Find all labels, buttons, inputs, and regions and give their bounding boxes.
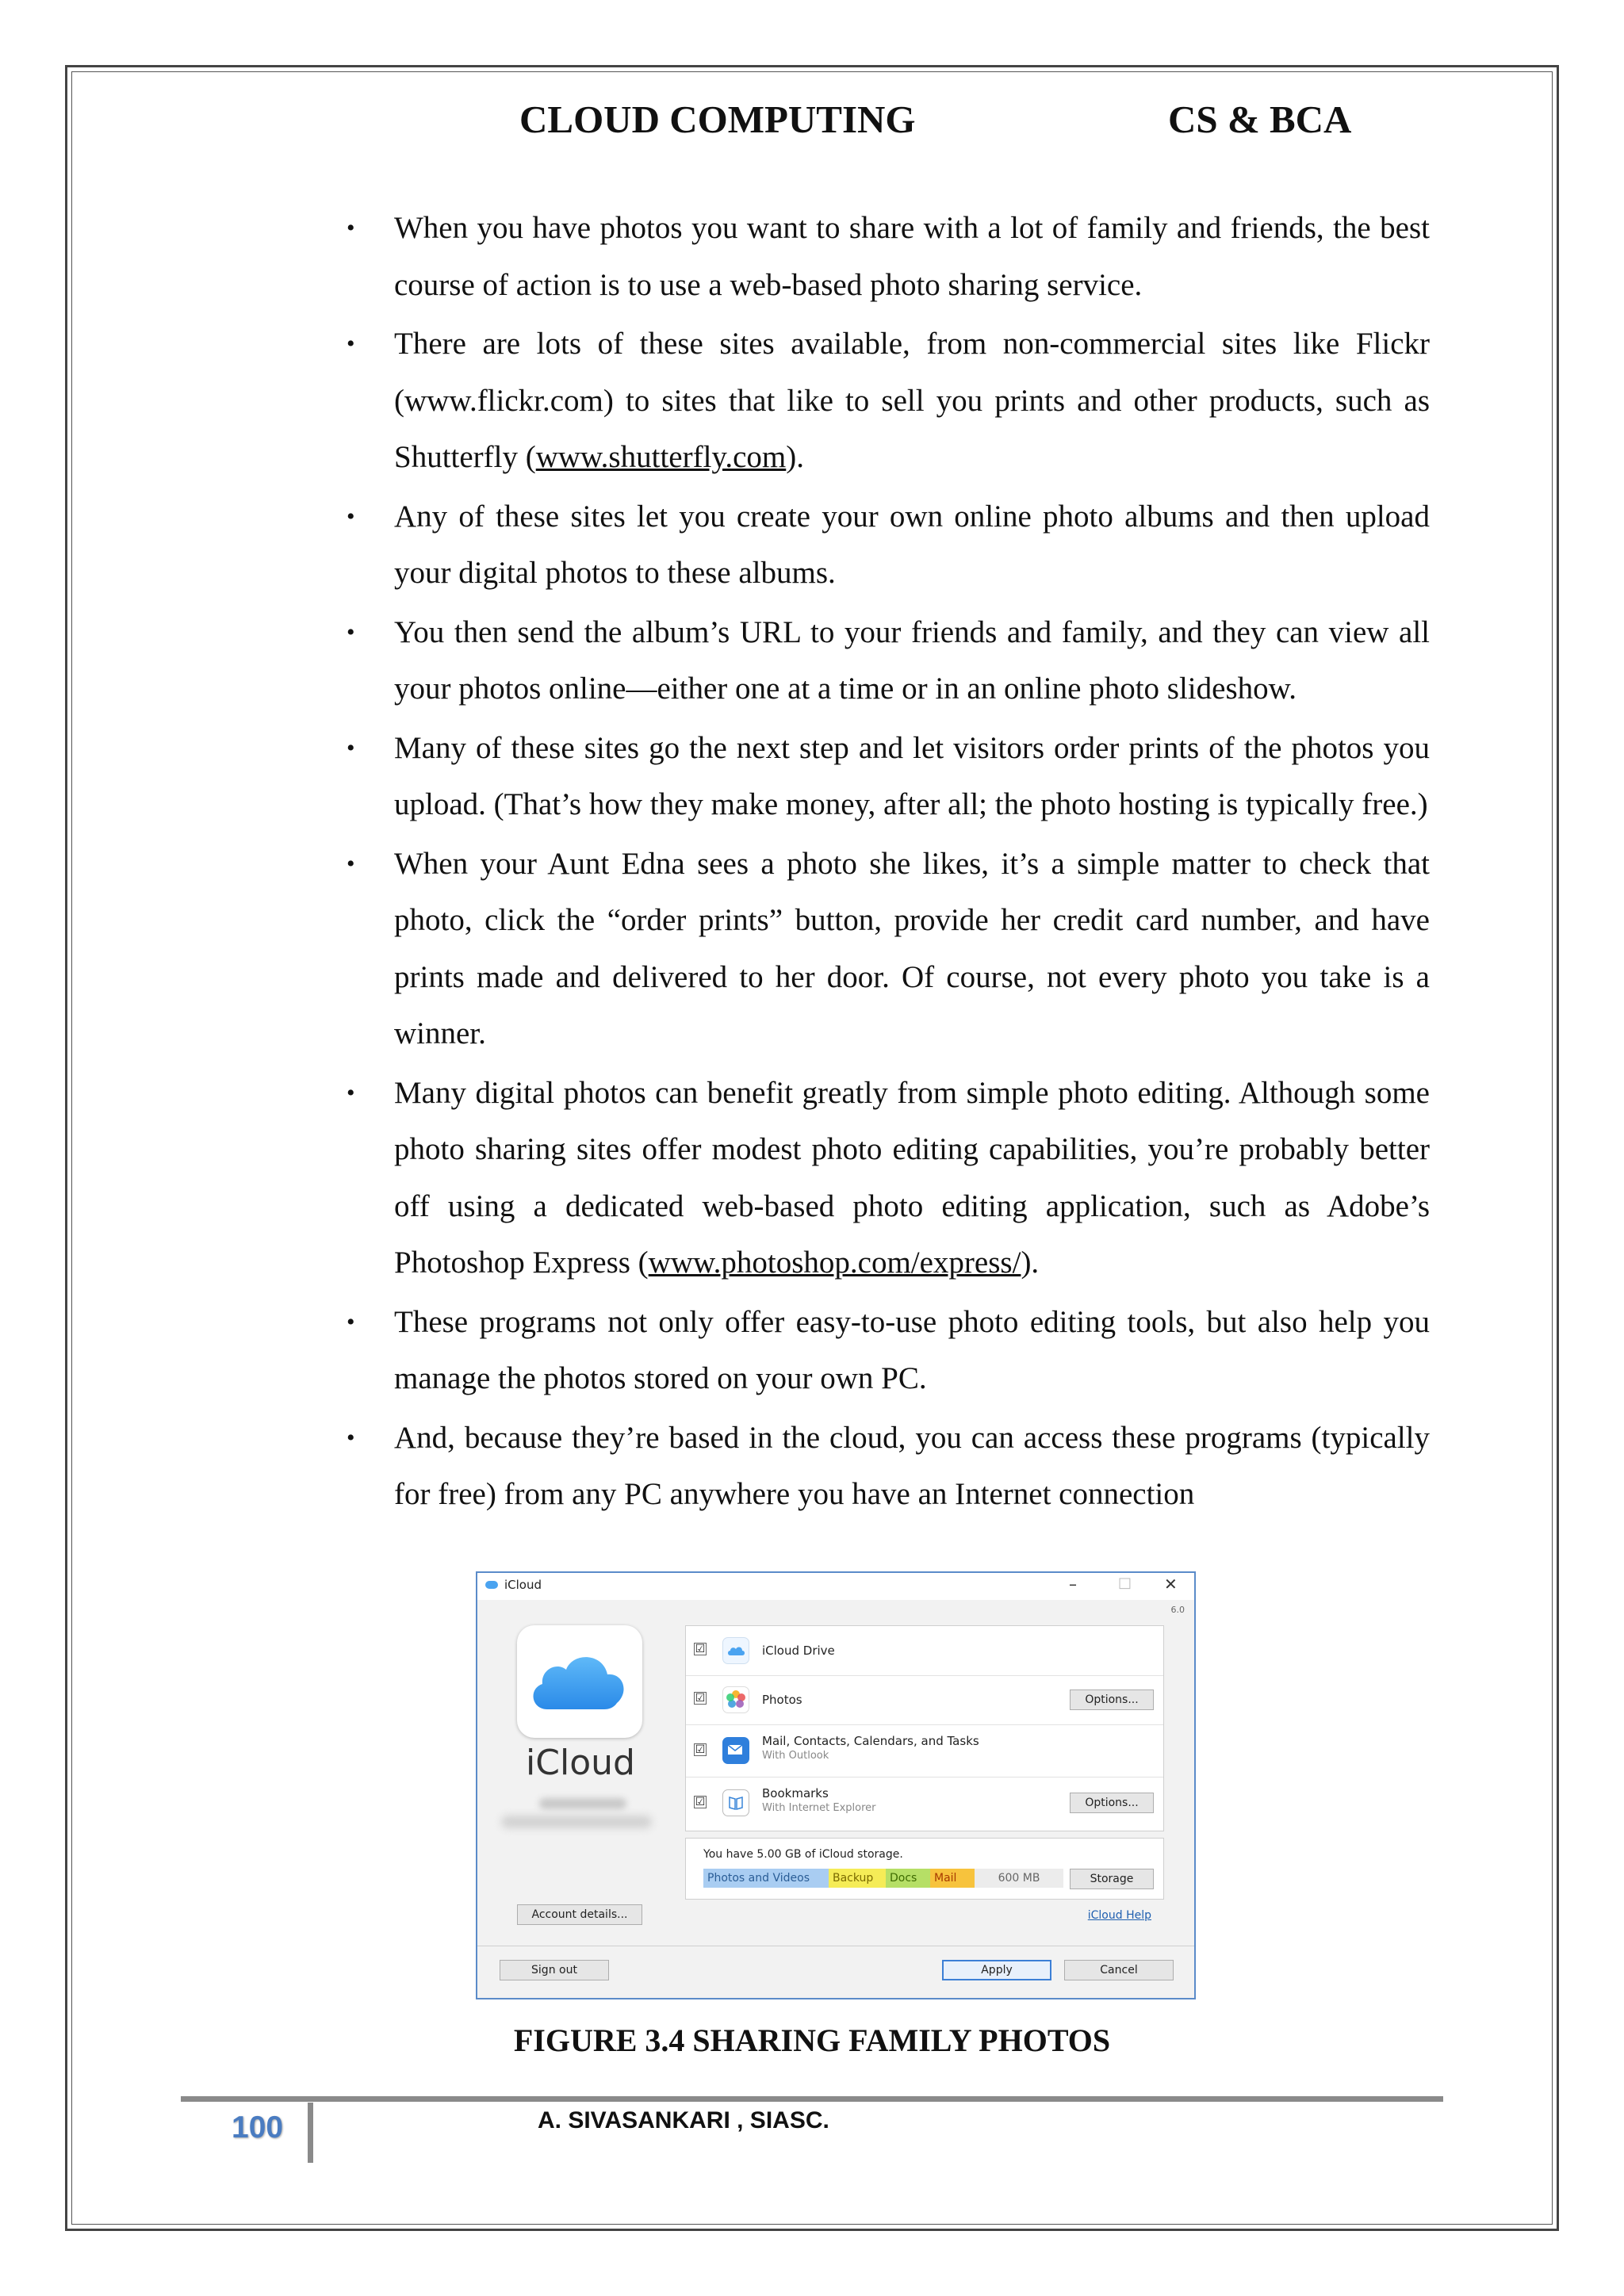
storage-panel	[685, 1838, 1164, 1900]
storage-summary: You have 5.00 GB of iCloud storage.	[703, 1848, 903, 1861]
bullet-text: Any of these sites let you create your own online photo albums and then upload your digital photos to these albums.	[394, 499, 1430, 590]
bullet-dot: •	[347, 1079, 355, 1106]
bullet-text: And, because they’re based in the cloud, you can access these programs (typically for free) from any PC anywhere you have an Internet connection	[394, 1420, 1430, 1511]
bullet-text: There are lots of these sites available, from non-commercial sites like Flickr (www.flickr.com) to sites that like to sell you prints and other products, such as Shutterfly (	[394, 327, 1430, 474]
bullet-dot: •	[347, 215, 355, 241]
cloud-drive-icon	[722, 1637, 749, 1664]
checkbox-mail[interactable]: ☑	[695, 1743, 706, 1756]
bookmarks-icon	[722, 1789, 749, 1816]
sign-out-button[interactable]: Sign out	[500, 1960, 609, 1980]
footer-author: A. SIVASANKARI , SIASC.	[538, 2107, 829, 2133]
maximize-button[interactable]: □	[1118, 1575, 1132, 1591]
checkbox-photos[interactable]: ☑	[695, 1692, 706, 1705]
page-number-divider	[308, 2103, 313, 2163]
checkbox-bookmarks[interactable]: ☑	[695, 1796, 706, 1808]
version-label: 6.0	[1170, 1605, 1185, 1615]
service-name: Bookmarks	[762, 1786, 829, 1800]
bookmarks-options-button[interactable]: Options...	[1070, 1793, 1154, 1813]
photos-options-button[interactable]: Options...	[1070, 1689, 1154, 1710]
bullet-item	[329, 836, 1430, 1062]
header-subject: CLOUD COMPUTING	[519, 98, 916, 141]
mail-icon	[722, 1737, 749, 1764]
service-name: iCloud Drive	[762, 1644, 835, 1658]
icloud-window	[476, 1571, 1196, 1999]
blurred-user-email	[501, 1816, 652, 1828]
service-name: Mail, Contacts, Calendars, and Tasks	[762, 1734, 979, 1748]
service-row-mail	[686, 1724, 1163, 1777]
bullet-text: You then send the album’s URL to your friends and family, and they can view all your photos online—either one at a time or in an online photo slideshow.	[394, 614, 1430, 706]
shutterfly-link[interactable]: www.shutterfly.com	[535, 440, 787, 474]
storage-segment-backup: Backup	[829, 1869, 886, 1888]
storage-free: 600 MB	[975, 1869, 1063, 1888]
figure-caption: FIGURE 3.4 SHARING FAMILY PHOTOS	[513, 2022, 1111, 2058]
cancel-button[interactable]: Cancel	[1064, 1960, 1174, 1980]
bullet-text-end: ).	[786, 440, 805, 474]
icloud-logo	[517, 1625, 642, 1738]
bullet-dot: •	[347, 1424, 355, 1451]
header-course: CS & BCA	[1168, 98, 1352, 141]
bullet-item	[329, 1410, 1430, 1523]
account-details-button[interactable]: Account details...	[517, 1904, 642, 1925]
photoshop-express-link[interactable]: www.photoshop.com/express/	[648, 1246, 1021, 1280]
bullet-dot: •	[347, 331, 355, 357]
service-name: Photos	[762, 1693, 802, 1707]
service-subtitle: With Internet Explorer	[762, 1802, 876, 1814]
checkbox-icloud-drive[interactable]: ☑	[695, 1643, 706, 1655]
bullet-dot: •	[347, 618, 355, 645]
service-row-bookmarks	[686, 1777, 1163, 1829]
page-header	[0, 97, 1624, 144]
icloud-help-link[interactable]: iCloud Help	[1087, 1909, 1151, 1922]
bullet-text: Many of these sites go the next step and let visitors order prints of the photos you upload. (That’s how they make money, after all; the photo hosting is typically free.)	[394, 730, 1430, 821]
bullet-item	[329, 720, 1430, 833]
page-number: 100	[232, 2110, 284, 2145]
storage-button[interactable]: Storage	[1070, 1869, 1154, 1889]
bullet-dot: •	[347, 734, 355, 761]
storage-bar	[703, 1869, 1063, 1888]
bullet-dot: •	[347, 503, 355, 530]
bullet-list	[329, 200, 1430, 1523]
bullet-text: Many digital photos can benefit greatly from simple photo editing. Although some photo sharing sites offer modest photo editing capabilities, you’re probably better off using a dedicated web-based photo editing application, such as Adobe’s Photoshop Express (	[394, 1075, 1430, 1280]
window-title: iCloud	[504, 1578, 542, 1592]
bullet-dot: •	[347, 1308, 355, 1335]
cloud-icon	[517, 1625, 642, 1738]
services-list	[685, 1625, 1164, 1831]
body-content	[329, 200, 1430, 1525]
bullet-dot: •	[347, 850, 355, 877]
bullet-text-end: ).	[1021, 1246, 1040, 1280]
storage-segment-mail: Mail	[930, 1869, 975, 1888]
storage-segment-photos: Photos and Videos	[703, 1869, 829, 1888]
bullet-item	[329, 604, 1430, 718]
icloud-brand-text: iCloud	[526, 1743, 635, 1783]
storage-segment-docs: Docs	[886, 1869, 930, 1888]
bullet-item	[329, 316, 1430, 486]
apply-button[interactable]: Apply	[942, 1960, 1051, 1980]
bullet-item	[329, 1294, 1430, 1407]
bullet-text: These programs not only offer easy-to-use photo editing tools, but also help you manage the photos stored on your own PC.	[394, 1304, 1430, 1395]
bullet-item	[329, 488, 1430, 602]
bullet-item	[329, 1065, 1430, 1292]
footer-rule	[181, 2096, 1443, 2102]
service-row-icloud-drive	[686, 1626, 1163, 1676]
bullet-item	[329, 200, 1430, 313]
photos-icon	[722, 1686, 749, 1713]
bullet-text: When your Aunt Edna sees a photo she likes, it’s a simple matter to check that photo, click the “order prints” button, provide her credit card number, and have prints made and delivered to her door. Of course, not every photo you take is a winner.	[394, 846, 1430, 1050]
close-button[interactable]: ✕	[1164, 1575, 1178, 1594]
minimize-button[interactable]: –	[1069, 1575, 1077, 1594]
service-subtitle: With Outlook	[762, 1750, 829, 1762]
bullet-text: When you have photos you want to share with a lot of family and friends, the best course of action is to use a web-based photo sharing service.	[394, 211, 1430, 302]
icloud-small-icon	[485, 1581, 498, 1589]
blurred-user-name	[539, 1798, 626, 1809]
window-titlebar	[477, 1573, 1194, 1600]
service-row-photos	[686, 1675, 1163, 1725]
